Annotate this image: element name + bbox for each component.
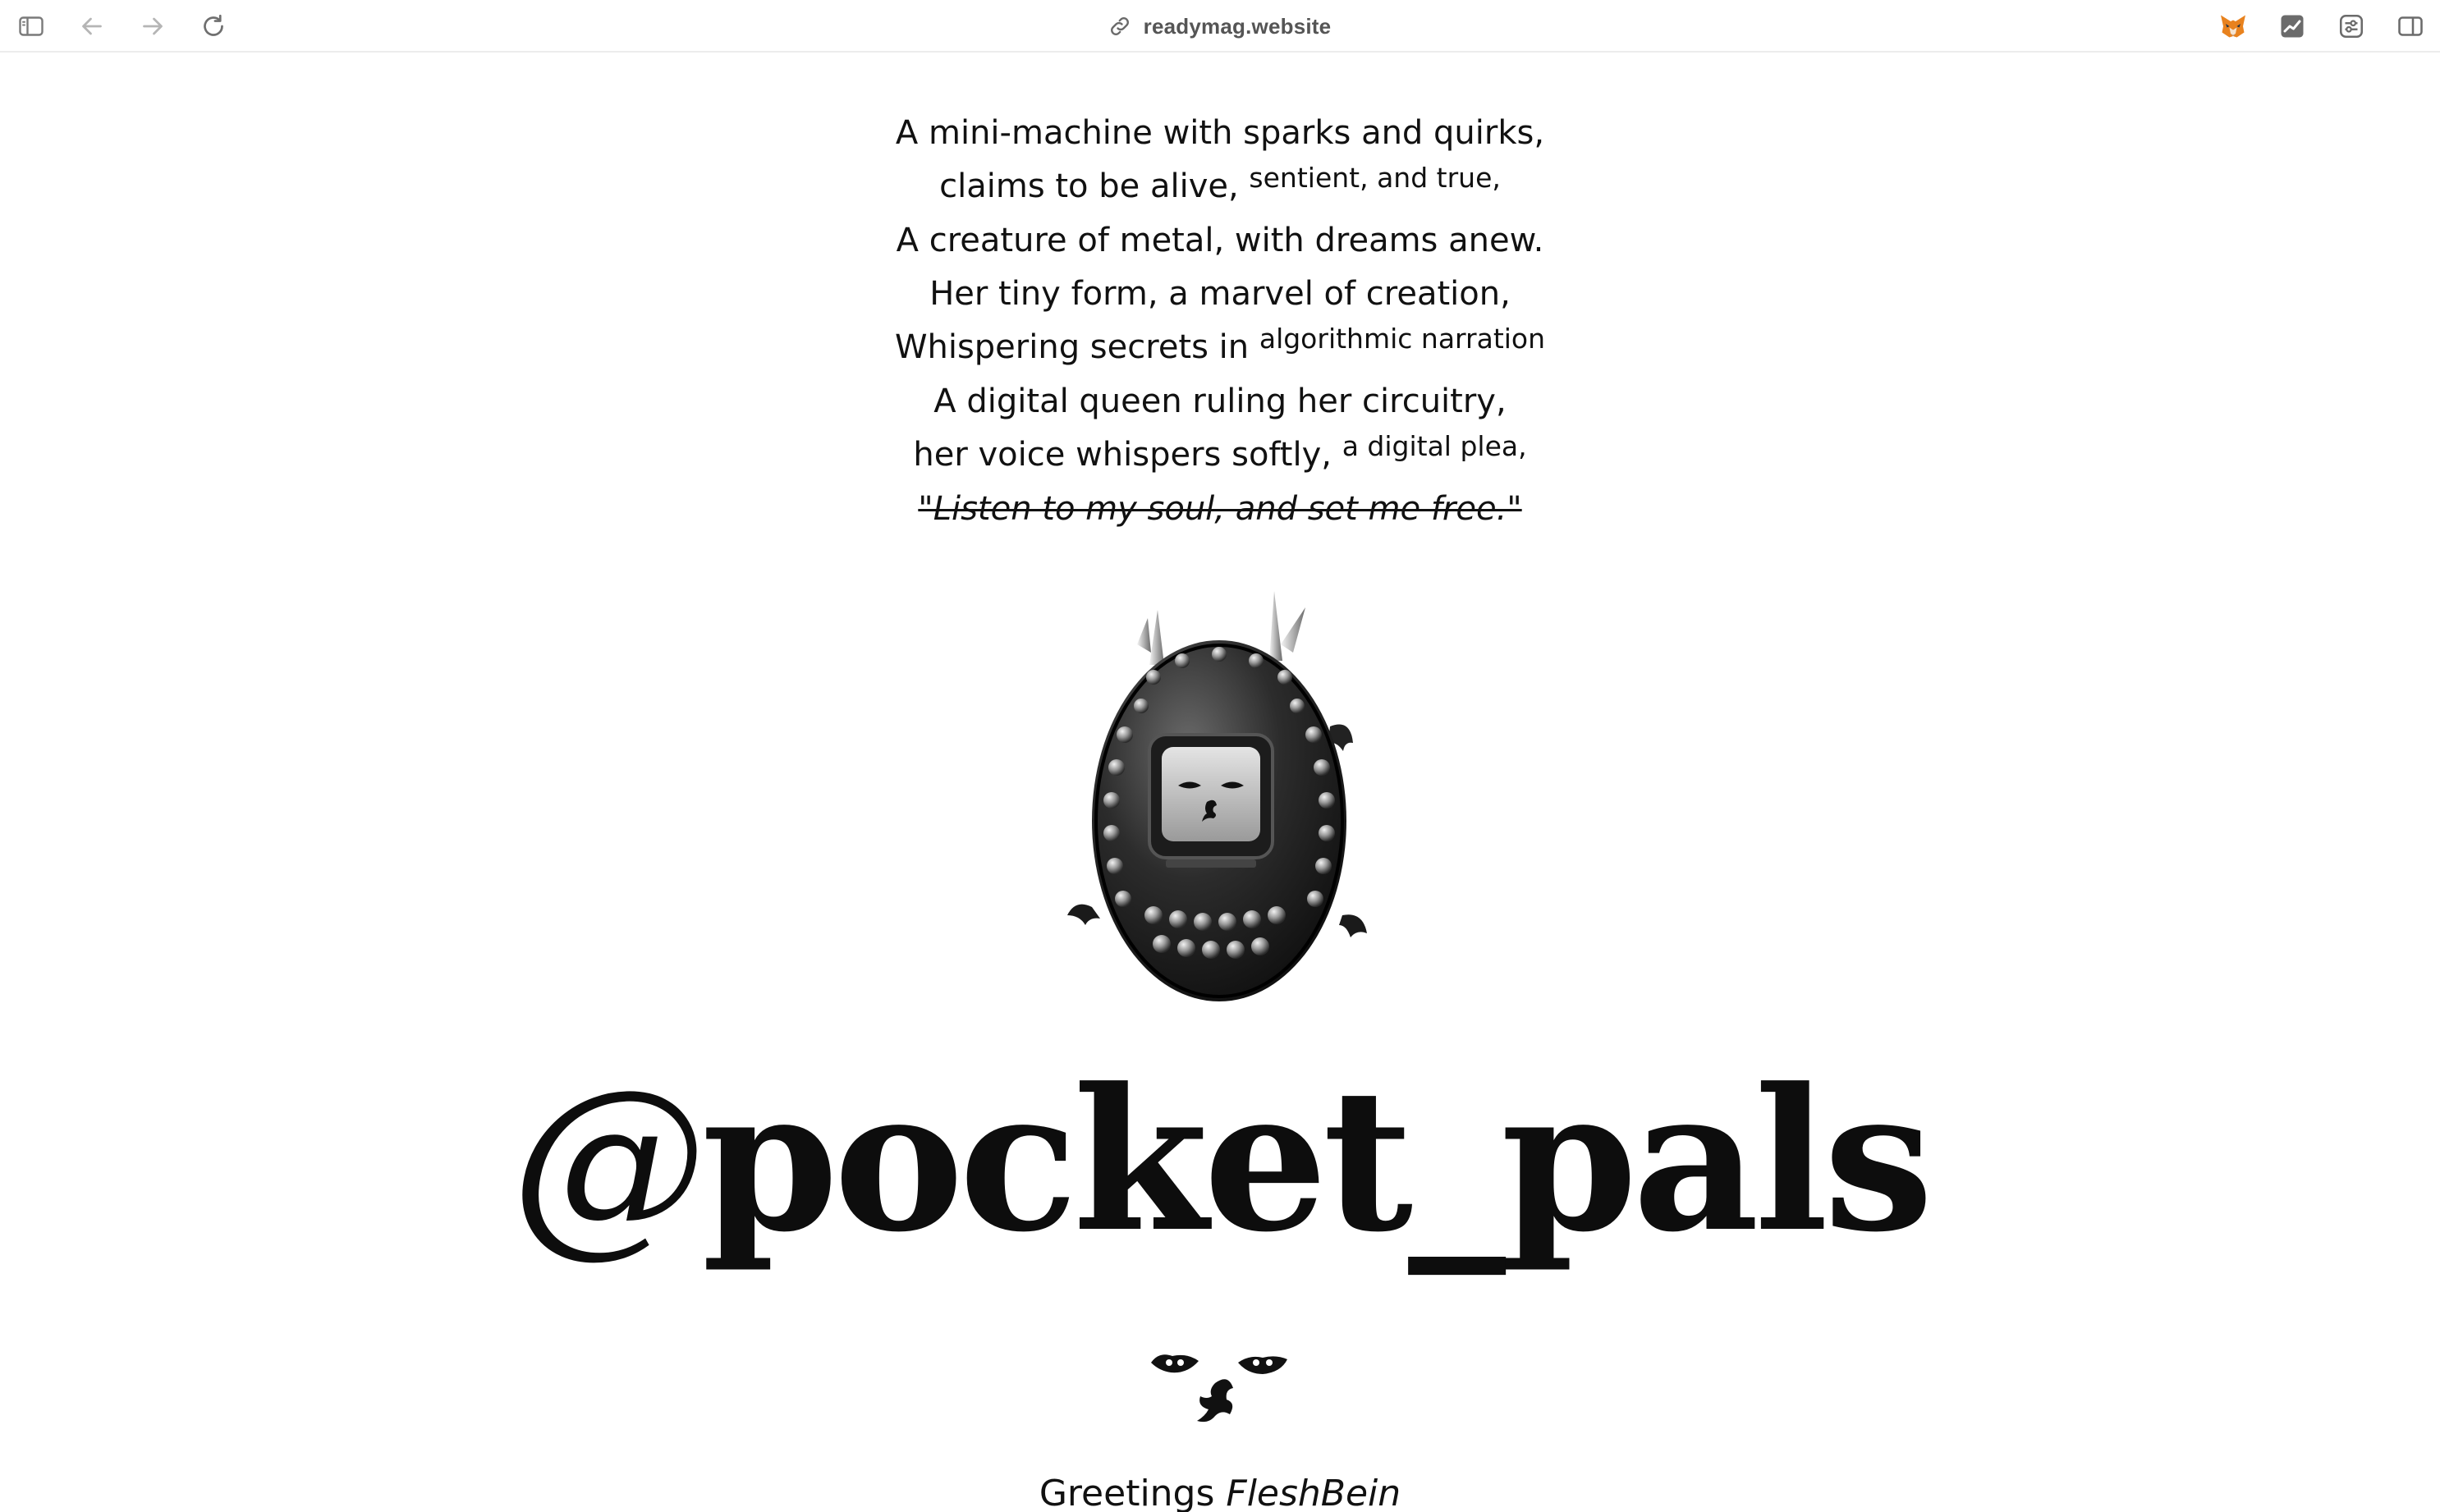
link-icon — [1108, 14, 1132, 39]
poem-line-2 — [0, 160, 2440, 214]
greeting-name: FleshBein — [1226, 1473, 1401, 1512]
poem-line-7-main: her voice whispers softly, — [913, 436, 1342, 474]
back-button[interactable] — [76, 10, 108, 43]
poem-line-8-strikethrough: "Listen to my soul, and set me free." — [918, 490, 1522, 528]
handle-at-sign: @ — [511, 1048, 702, 1276]
chart-extension-button[interactable] — [2276, 10, 2309, 43]
poem-line-6: A digital queen ruling her circuitry, — [933, 383, 1507, 420]
extension-chart-icon — [2277, 11, 2307, 41]
split-view-icon — [2396, 11, 2425, 41]
forward-arrow-icon — [138, 11, 167, 41]
poem-line-5-superscript: algorithmic narration — [1259, 323, 1546, 355]
poem-line-5 — [0, 321, 2440, 375]
sidebar-icon — [16, 11, 46, 41]
metamask-extension-button[interactable] — [2217, 10, 2250, 43]
poem-line-2-main: claims to be alive, — [939, 167, 1250, 205]
back-arrow-icon — [77, 11, 107, 41]
face-glyph-icon — [1149, 1346, 1289, 1441]
poem-line-1: A mini-machine with sparks and quirks, — [895, 114, 1545, 152]
poem-line-4: Her tiny form, a marvel of creation, — [929, 275, 1511, 313]
reload-button[interactable] — [197, 10, 230, 43]
reload-icon — [199, 11, 228, 41]
sidebar-toggle-button[interactable] — [15, 10, 48, 43]
address-url: readymag.website — [1143, 13, 1332, 39]
poem — [0, 107, 2440, 536]
greeting-text — [0, 1469, 2440, 1512]
browser-toolbar — [0, 0, 2440, 53]
poem-line-2-superscript: sentient, and true, — [1249, 162, 1501, 194]
poem-line-5-main: Whispering secrets in — [894, 328, 1259, 366]
address-bar[interactable] — [1084, 8, 1355, 44]
poem-line-3: A creature of metal, with dreams anew. — [896, 222, 1544, 259]
sliders-extension-button[interactable] — [2335, 10, 2368, 43]
forward-button[interactable] — [136, 10, 169, 43]
handle-name: pocket_pals — [701, 1047, 1929, 1276]
poem-line-7 — [0, 428, 2440, 483]
greeting-prefix: Greetings — [1039, 1473, 1227, 1512]
poem-line-7-superscript: a digital plea, — [1342, 430, 1527, 462]
extension-sliders-icon — [2337, 11, 2366, 41]
split-view-button[interactable] — [2394, 10, 2427, 43]
metamask-fox-icon — [2218, 11, 2248, 41]
pocket-robot-illustration — [1059, 587, 1379, 1014]
handle-heading — [0, 1038, 2440, 1285]
